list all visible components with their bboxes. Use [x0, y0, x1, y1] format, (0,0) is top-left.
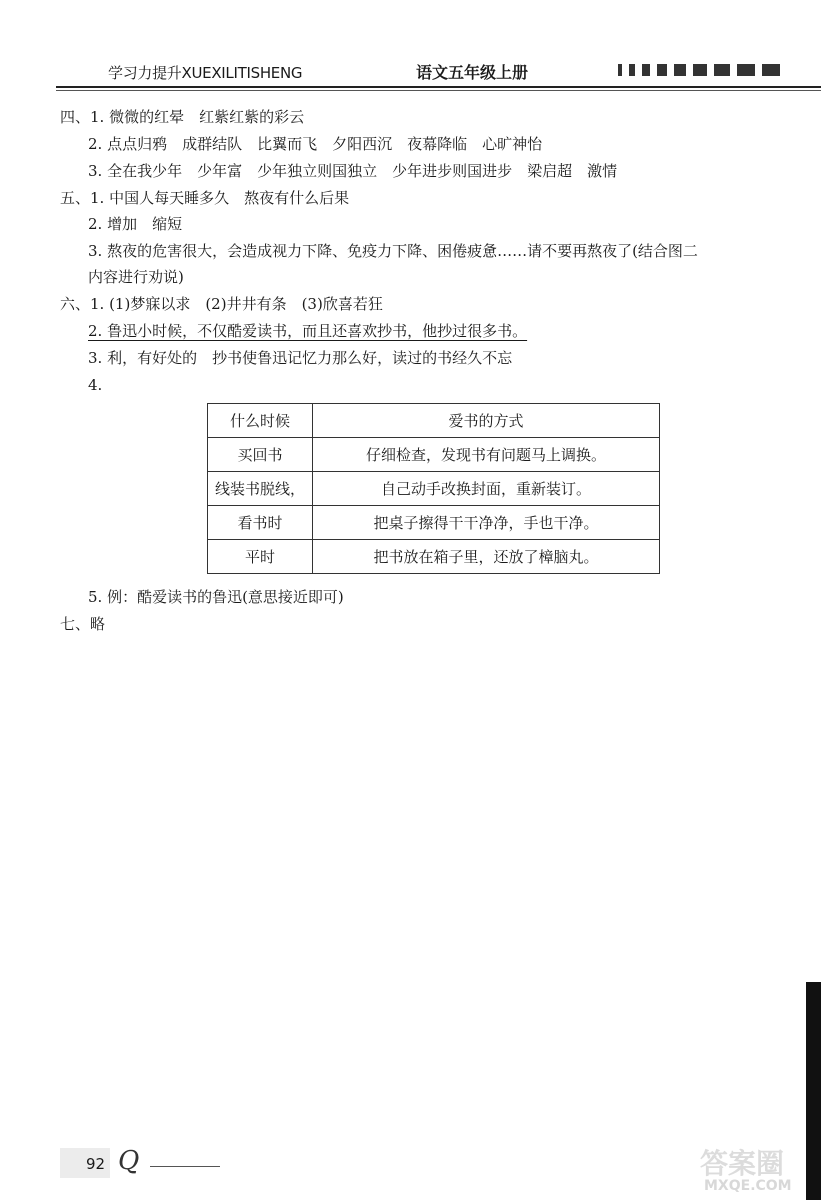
table-header-row — [208, 404, 660, 438]
s5-q3-line2: 内容进行劝说) — [88, 268, 184, 286]
table-row — [208, 540, 660, 574]
s4-q2: 2. 点点归鸦 成群结队 比翼而飞 夕阳西沉 夜幕降临 心旷神怡 — [88, 135, 543, 153]
book-subject: 语文五年级上册 — [416, 63, 529, 82]
s4-q3: 3. 全在我少年 少年富 少年独立则国独立 少年进步则国进步 梁启超 激情 — [88, 162, 618, 180]
header-rule — [56, 86, 821, 88]
table-cell-way: 把桌子擦得干干净净，手也干净。 — [313, 506, 660, 540]
table-row — [208, 438, 660, 472]
header-rule-thin — [56, 90, 821, 91]
table-cell-when: 买回书 — [208, 438, 313, 472]
series-brand: 学习力提升XUEXILITISHENG — [108, 64, 303, 82]
footer-rule — [150, 1166, 220, 1167]
s6-q3: 3. 利，有好处的 抄书使鲁迅记忆力那么好，读过的书经久不忘 — [88, 349, 513, 367]
table-cell-when: 线装书脱线， — [208, 472, 313, 506]
s5-q3-line1: 3. 熬夜的危害很大，会造成视力下降、免疫力下降、困倦疲惫……请不要再熬夜了(结合图二 — [88, 242, 698, 260]
table-cell-when: 平时 — [208, 540, 313, 574]
book-love-table — [207, 403, 660, 574]
s5-q2: 2. 增加 缩短 — [88, 215, 183, 233]
s5-q1: 五、1. 中国人每天睡多久 熬夜有什么后果 — [60, 189, 350, 207]
page-header — [0, 0, 821, 96]
footer-q-logo: Q — [118, 1146, 140, 1176]
edge-tab — [806, 982, 821, 1200]
s6-q5: 5. 例：酷爱读书的鲁迅(意思接近即可) — [88, 588, 344, 606]
s4-q1: 四、1. 微微的红晕 红紫红紫的彩云 — [60, 108, 305, 126]
table-cell-way: 自己动手改换封面，重新装订。 — [313, 472, 660, 506]
page-number: 92 — [86, 1155, 106, 1173]
table-cell-way: 把书放在箱子里，还放了樟脑丸。 — [313, 540, 660, 574]
table-cell-when: 看书时 — [208, 506, 313, 540]
s6-q2: 2. 鲁迅小时候，不仅酷爱读书，而且还喜欢抄书，他抄过很多书。 — [88, 322, 528, 340]
watermark-stamp: 答案圈 — [700, 1147, 785, 1180]
watermark-url: MXQE.COM — [704, 1178, 792, 1194]
table-header-way: 爱书的方式 — [313, 404, 660, 438]
s6-q1: 六、1. (1)梦寐以求 (2)井井有条 (3)欣喜若狂 — [60, 295, 383, 313]
s6-q4: 4. — [88, 376, 103, 394]
table-row — [208, 506, 660, 540]
header-decoration — [618, 64, 780, 76]
table-header-when: 什么时候 — [208, 404, 313, 438]
table-cell-way: 仔细检查，发现书有问题马上调换。 — [313, 438, 660, 472]
s7: 七、略 — [60, 615, 106, 633]
table-row — [208, 472, 660, 506]
